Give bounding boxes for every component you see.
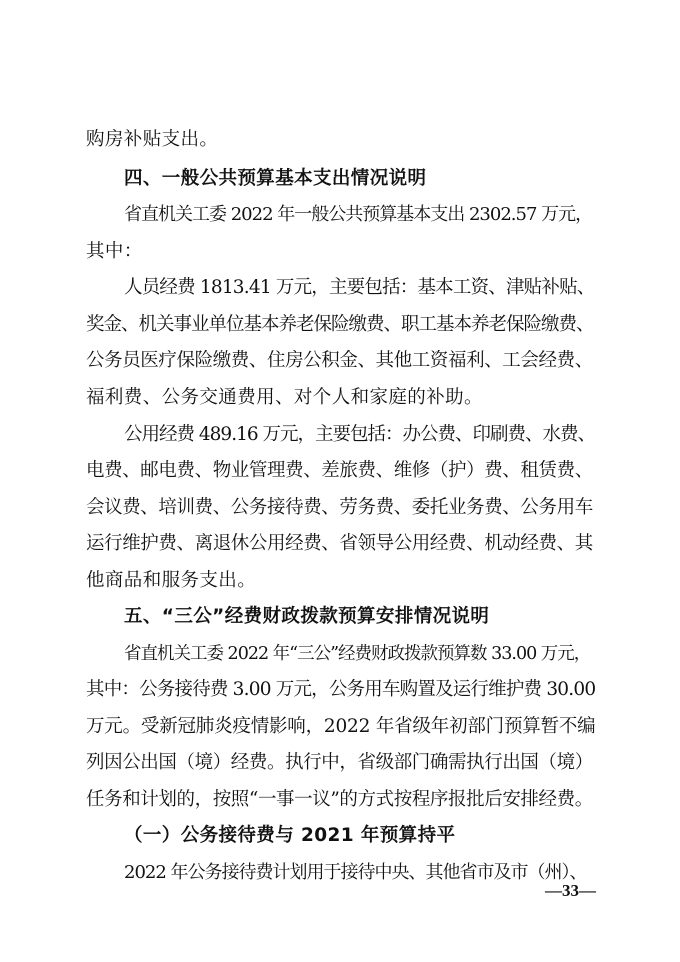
- text-line: 2022 年公务接待费计划用于接待中央、其他省市及市（州）、: [124, 862, 587, 883]
- text-line: 万元。受新冠肺炎疫情影响，2022 年省级年初部门预算暂不编: [86, 716, 596, 737]
- text-line: 公务员医疗保险缴费、住房公积金、其他工资福利、工会经费、: [86, 350, 593, 371]
- section-heading-five: 五、“三公”经费财政拨款预算安排情况说明: [124, 606, 490, 627]
- text-line: 省直机关工委 2022 年“三公”经费财政拨款预算数 33.00 万元，: [124, 644, 591, 664]
- text-line: 公用经费 489.16 万元，主要包括：办公费、印刷费、水费、: [124, 424, 595, 445]
- text-line: 列因公出国（境）经费。执行中，省级部门确需执行出国（境）: [86, 752, 593, 773]
- text-line: 会议费、培训费、公务接待费、劳务费、委托业务费、公务用车: [86, 497, 593, 518]
- section-heading-four: 四、一般公共预算基本支出情况说明: [124, 168, 427, 189]
- text-line: 任务和计划的，按照“一事一议”的方式按程序报批后安排经费。: [86, 789, 593, 810]
- text-line: 电费、邮电费、物业管理费、差旅费、维修（护）费、租赁费、: [86, 460, 593, 481]
- text-line: 其中：: [86, 241, 143, 262]
- text-line: 购房补贴支出。: [86, 129, 219, 150]
- text-line: 人员经费 1813.41 万元，主要包括：基本工资、津贴补贴、: [124, 277, 595, 298]
- subsection-heading: （一）公务接待费与 2021 年预算持平: [124, 825, 456, 846]
- text-line: 他商品和服务支出。: [86, 570, 257, 591]
- text-line: 奖金、机关事业单位基本养老保险缴费、职工基本养老保险缴费、: [86, 314, 594, 335]
- text-line: 省直机关工委 2022 年一般公共预算基本支出 2302.57 万元，: [124, 204, 593, 225]
- text-line: 运行维护费、离退休公用经费、省领导公用经费、机动经费、其: [86, 533, 593, 554]
- text-line: 福利费、公务交通费用、对个人和家庭的补助。: [86, 387, 483, 408]
- page-number: —33—: [545, 881, 596, 900]
- text-line: 其中：公务接待费 3.00 万元，公务用车购置及运行维护费 30.00: [86, 679, 596, 700]
